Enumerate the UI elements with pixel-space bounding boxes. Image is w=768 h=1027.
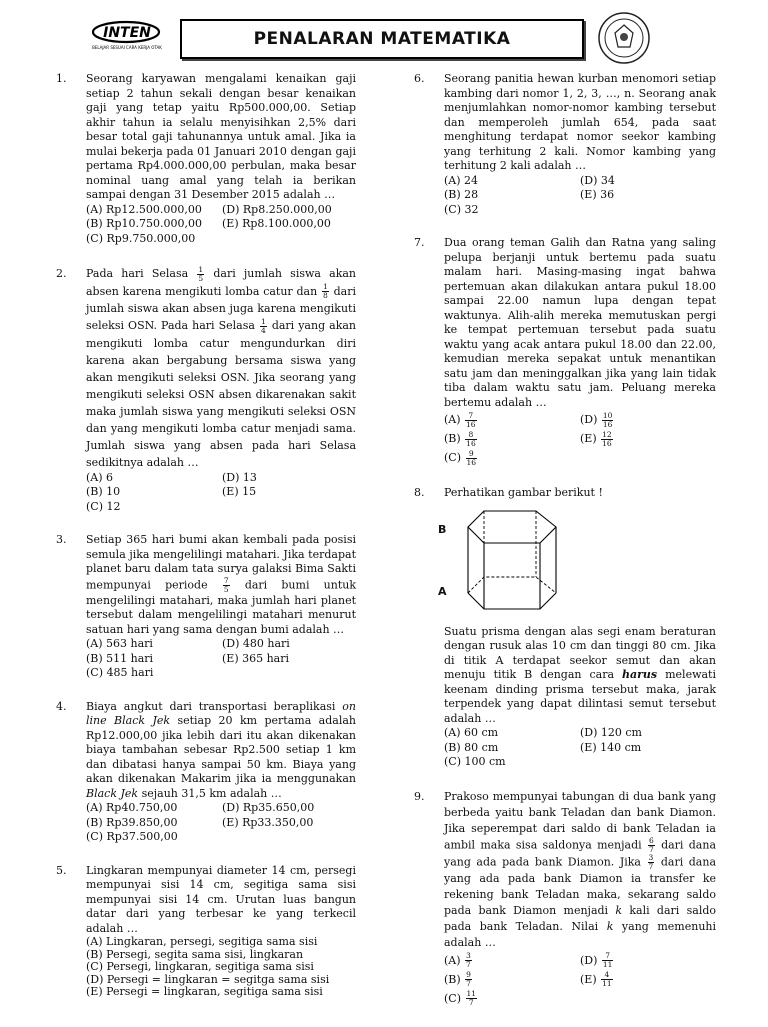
- question-5: [56, 864, 356, 999]
- question-number: 3.: [56, 533, 67, 546]
- question-3: [56, 533, 356, 681]
- option-c: (C) Rp9.750.000,00: [86, 231, 196, 245]
- prism-figure: [438, 507, 744, 617]
- options: [86, 936, 356, 999]
- options: [86, 471, 356, 515]
- option-c: (C) $\frac{9}{16}$: [444, 448, 477, 467]
- option-b: (B) Rp39.850,00: [86, 815, 178, 829]
- option-c: (C) Persegi, lingkaran, segitiga sama sisi: [86, 960, 314, 973]
- question-text: Biaya angkut dari transportasi beraplikasi on line Black Jek setiap 20 km pertama adalah Rp12.000,00 jika lebih dari itu akan dikenakan biaya tambahan sebesar Rp2.500 setiap 1 km dan dibatasi hanya sampai 50 km. Biaya yang akan dikenakan Makarim jika ia menggunakan Black Jek sejauh 31,5 km adalah …: [86, 699, 357, 800]
- option-e: (E) 140 cm: [580, 740, 642, 754]
- logo-text: INTEN: [103, 25, 151, 41]
- option-a: (A) 563 hari: [86, 637, 153, 650]
- point-b-label: B: [438, 522, 447, 536]
- question-2: [56, 265, 356, 514]
- question-number: 6.: [414, 72, 425, 85]
- option-a: (A) 6: [86, 470, 114, 484]
- header: [0, 0, 768, 72]
- university-seal-icon: [597, 11, 651, 65]
- question-number: 2.: [56, 267, 67, 280]
- option-b: (B) $\frac{9}{7}$: [444, 970, 471, 988]
- option-e: (E) 36: [580, 188, 615, 201]
- option-d: (D) Persegi = lingkaran = segitga sama sisi: [86, 972, 330, 986]
- question-1: [56, 72, 356, 246]
- right-column: [414, 72, 716, 1027]
- option-e: (E) $\frac{12}{16}$: [580, 429, 612, 448]
- option-b: (B) Rp10.750.000,00: [86, 217, 202, 230]
- option-e: (E) 365 hari: [222, 651, 290, 665]
- question-intro: Perhatikan gambar berikut !: [444, 486, 603, 499]
- option-c: (C) 100 cm: [444, 755, 506, 768]
- inten-logo: [92, 20, 164, 52]
- option-e: (E) $\frac{4}{11}$: [580, 970, 612, 988]
- option-c: (C) 485 hari: [86, 666, 154, 679]
- option-b: (B) $\frac{8}{16}$: [444, 429, 476, 448]
- point-a-label: A: [438, 584, 447, 598]
- question-number: 4.: [56, 699, 67, 713]
- question-8: [414, 486, 716, 770]
- question-6: [414, 72, 716, 217]
- question-number: 7.: [414, 236, 425, 249]
- options: [444, 410, 716, 467]
- question-text: Suatu prisma dengan alas segi enam beraturan dengan rusuk alas 10 cm dan tinggi 80 cm. Jika di titik A terdapat seekor semut dan akan menuju titik B dengan cara harus melewati keenam dinding prisma tersebut maka, jarak terpendek yang dapat dilintasi semut tersebut adalah …: [444, 624, 716, 725]
- option-b: (B) 511 hari: [86, 651, 154, 665]
- options: [444, 951, 716, 1008]
- fraction: $\frac{1}{4}$: [260, 316, 266, 335]
- option-c: (C) $\frac{11}{7}$: [444, 989, 477, 1007]
- option-d: (D) 34: [580, 173, 615, 187]
- options: [444, 174, 716, 218]
- fraction: $\frac{7}{5}$: [223, 575, 229, 594]
- option-e: (E) Persegi = lingkaran, segitiga sama sisi: [86, 985, 323, 998]
- options: [86, 203, 356, 247]
- option-c: (C) 12: [86, 499, 121, 513]
- question-text: Lingkaran mempunyai diameter 14 cm, persegi mempunyai sisi 14 cm, segitiga sama sisi mempunyai sisi 14 cm. Urutan luas bangun datar dari yang terbesar ke yang terkecil adalah …: [86, 863, 356, 935]
- option-d: (D) 480 hari: [222, 637, 290, 650]
- logo-tagline: BELAJAR SESUAI CARA KERJA OTAK: [92, 45, 162, 50]
- option-a: (A) 24: [444, 173, 479, 187]
- option-d: (D) $\frac{10}{16}$: [580, 410, 613, 429]
- question-7: [414, 236, 716, 467]
- question-text: Dua orang teman Galih dan Ratna yang saling pelupa berjanji untuk bertemu pada suatu malam hari. Masing-masing ingat bahwa pertemuan akan dilakukan antara pukul 18.00 sampai 22.00 namun lupa dengan tepat waktunya. Alih-alih mereka memutuskan pergi ke tempat pertemuan tersebut pada suatu waktu yang acak antara pukul 18.00 dan 22.00, kemudian mereka sepakat untuk menantikan satu jam dan meninggalkan jika yang lain tidak tiba dalam waktu satu jam. Peluang mereka bertemu adalah …: [444, 236, 716, 409]
- option-c: (C) 32: [444, 202, 479, 216]
- question-text: Setiap 365 hari bumi akan kembali pada posisi semula jika mengelilingi matahari. Jika terdapat planet baru dalam tata surya galaksi Bima Sakti mempunyai periode $\frac{7}{5}$ dari bumi untuk mengelilingi matahari, maka jumlah hari planet tersebut dalam mengelilingi matahari menurut satuan hari yang sama dengan bumi adalah …: [86, 533, 357, 636]
- question-4: [56, 700, 356, 845]
- option-d: (D) Rp8.250.000,00: [222, 202, 332, 216]
- option-a: (A) $\frac{7}{16}$: [444, 410, 476, 429]
- option-a: (A) 60 cm: [444, 726, 499, 739]
- question-9: [414, 789, 716, 1008]
- hexagonal-prism-icon: [454, 507, 574, 617]
- option-d: (D) 120 cm: [580, 726, 642, 739]
- question-text: Seorang karyawan mengalami kenaikan gaji setiap 2 tahun sekali dengan besar kenaikan gaji yang tetap yaitu Rp500.000,00. Setiap akhir tahun ia selalu menyisihkan 2,5% dari besar total gaji tahunannya untuk amal. Jika ia mulai bekerja pada 01 Januari 2010 dengan gaji pertama Rp4.000.000,00 perbulan, maka besar nominal uang amal yang telah ia berikan sampai dengan 31 Desember 2015 adalah …: [86, 72, 356, 201]
- option-d: (D) Rp35.650,00: [222, 801, 315, 814]
- question-number: 5.: [56, 863, 67, 877]
- question-number: 1.: [56, 72, 67, 85]
- left-column: [56, 72, 356, 1018]
- title-box: [180, 19, 584, 59]
- question-number: 8.: [414, 486, 425, 499]
- option-a: (A) Rp40.750,00: [86, 801, 178, 814]
- option-e: (E) Rp8.100.000,00: [222, 217, 331, 230]
- option-a: (A) $\frac{3}{7}$: [444, 951, 471, 969]
- question-number: 9.: [414, 789, 425, 803]
- fraction: $\frac{1}{5}$: [198, 264, 204, 283]
- option-b: (B) 10: [86, 485, 121, 498]
- option-b: (B) 80 cm: [444, 740, 499, 754]
- option-e: (E) Rp33.350,00: [222, 815, 314, 829]
- option-a: (A) Lingkaran, persegi, segitiga sama sisi: [86, 935, 318, 948]
- options: [86, 637, 356, 681]
- question-text: Pada hari Selasa $\frac{1}{5}$ dari jumlah siswa akan absen karena mengikuti lomba catur dan $\frac{1}{8}$ dari jumlah siswa akan absen juga karena mengikuti seleksi OSN. Pada hari Selasa $\frac{1}{4}$ dari yang akan mengikuti lomba catur mengundurkan diri karena akan bergabung bersama siswa yang akan mengikuti seleksi OSN. Jika seorang yang mengikuti seleksi OSN absen dikarenakan sakit maka jumlah siswa yang mengikuti seleksi OSN dan yang mengikuti lomba catur menjadi sama. Jumlah siswa yang absen pada hari Selasa sedikitnya adalah …: [86, 264, 357, 469]
- option-c: (C) Rp37.500,00: [86, 830, 178, 843]
- question-text: Prakoso mempunyai tabungan di dua bank yang berbeda yaitu bank Teladan dan bank Diamon. Jika seperempat dari saldo di bank Teladan ia ambil maka sisa saldonya menjadi $\frac{6}{7}$ dari dana yang ada pada bank Diamon. Jika $\frac{3}{7}$ dari dana yang ada pada bank Diamon ia transfer ke rekening bank Teladan maka, sekarang saldo pada bank Diamon menjadi k kali dari saldo pada bank Teladan. Nilai k yang memenuhi adalah …: [444, 789, 717, 949]
- fraction: $\frac{1}{8}$: [323, 282, 328, 300]
- options: [444, 726, 716, 770]
- option-e: (E) 15: [222, 485, 257, 498]
- option-a: (A) Rp12.500.000,00: [86, 202, 202, 216]
- question-text: Seorang panitia hewan kurban menomori setiap kambing dari nomor 1, 2, 3, …, n. Seorang anak menjumlahkan nomor-nomor kambing tersebut dan memperoleh jumlah 654, pada saat menghitung terdapat nomor seekor kambing yang terhitung 2 kali. Nomor kambing yang terhitung 2 kali adalah …: [444, 72, 716, 172]
- options: [86, 801, 356, 845]
- option-d: (D) $\frac{7}{11}$: [580, 951, 613, 969]
- option-d: (D) 13: [222, 470, 257, 484]
- page-title: PENALARAN MATEMATIKA: [253, 29, 511, 49]
- option-b: (B) Persegi, segita sama sisi, lingkaran: [86, 947, 304, 961]
- option-b: (B) 28: [444, 188, 479, 201]
